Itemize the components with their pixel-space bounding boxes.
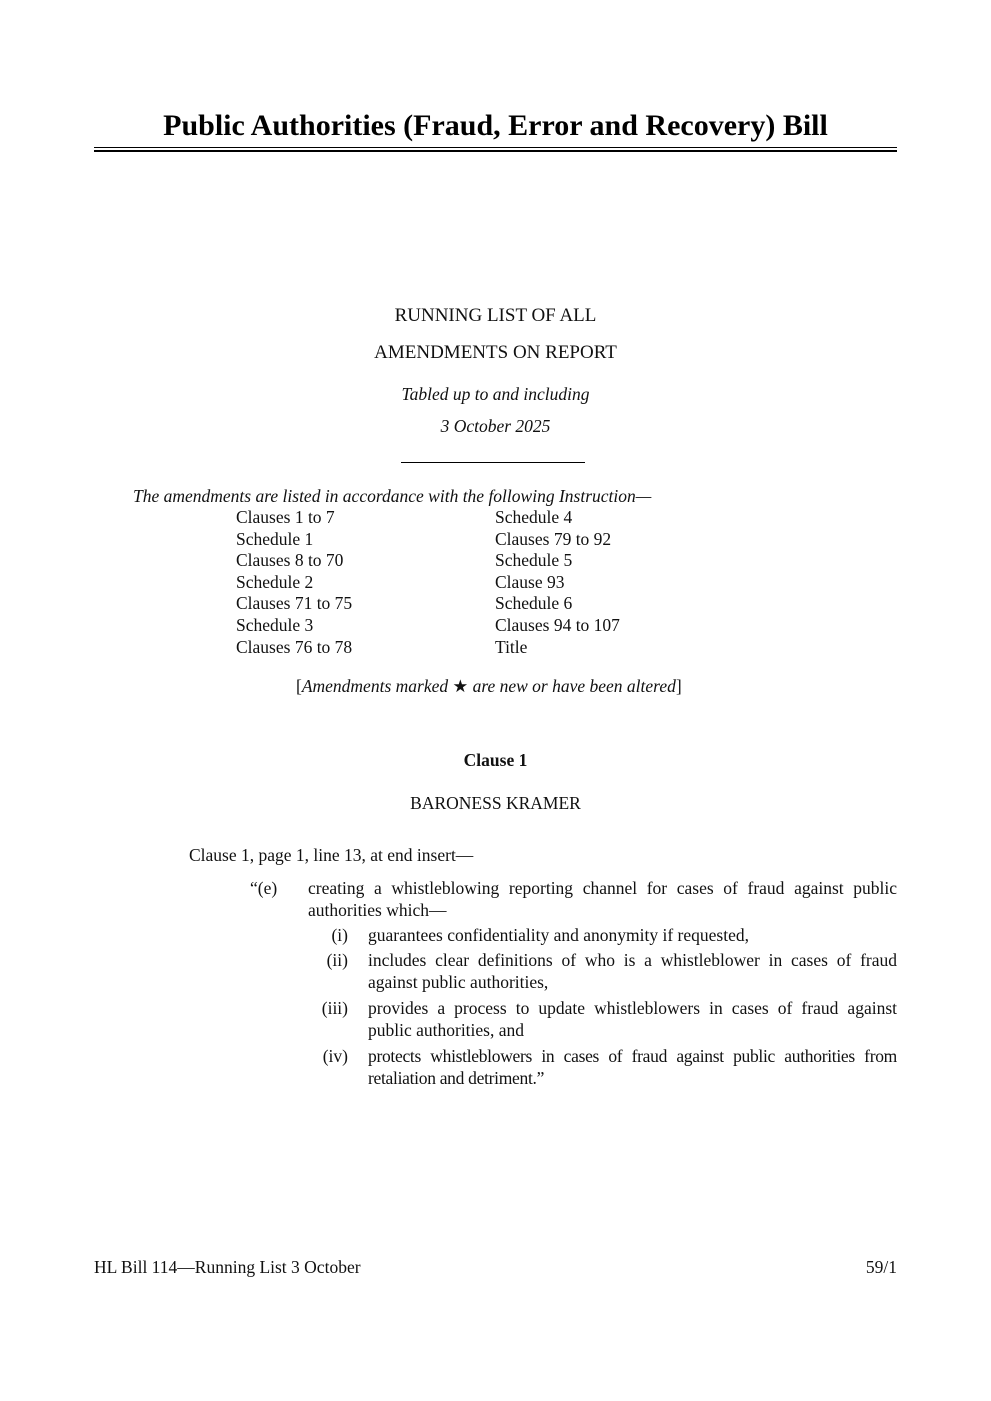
order-item: Clauses 79 to 92 [495,528,612,549]
order-item: Schedule 2 [236,571,314,592]
order-list-right [495,507,620,658]
title-rule-thin [94,147,897,148]
subpara-label: (i) [331,925,348,945]
order-item: Schedule 4 [495,507,573,527]
member-name: BARONESS KRAMER [410,793,581,813]
order-item: Clauses 1 to 7 [236,507,335,527]
subpara-text: protects whistleblowers in cases of fraud against public authorities from retaliation and detriment.” [368,1046,897,1088]
order-item: Clauses 71 to 75 [236,593,353,614]
amendment-instruction: Clause 1, page 1, line 13, at end insert— [189,845,474,865]
subpara-label: (iii) [321,998,348,1018]
footer-bill-reference: HL Bill 114—Running List 3 October [94,1257,361,1277]
order-item: Clauses 8 to 70 [236,550,344,571]
title-rule-thick [94,150,897,152]
clause-heading: Clause 1 [463,750,528,770]
order-item: Clauses 94 to 107 [495,614,620,635]
order-item: Clause 93 [495,571,565,592]
star-note: [Amendments marked ★ are new or have been altered] [296,676,682,696]
subpara-text: provides a process to update whistleblowers in cases of fraud against public authorities, and [368,998,897,1040]
order-item: Schedule 6 [495,593,573,614]
star-icon: ★ [452,676,469,696]
subpara-label: (iv) [322,1046,348,1066]
order-item: Schedule 5 [495,550,573,571]
order-item: Schedule 3 [236,614,314,635]
order-item: Title [495,636,528,657]
tabled-date: 3 October 2025 [440,416,551,436]
subpara-text: guarantees confidentiality and anonymity if requested, [368,925,749,945]
subpara-label: (ii) [326,950,348,970]
heading-line-2: AMENDMENTS ON REPORT [374,342,617,363]
para-e-text: creating a whistleblowing reporting channel for cases of fraud against public authorities which— [308,878,897,920]
tabled-line-1: Tabled up to and including [401,384,590,404]
subpara-text: includes clear definitions of who is a whistleblower in cases of fraud against public authorities, [368,950,897,992]
heading-line-1: RUNNING LIST OF ALL [394,305,597,326]
order-item: Schedule 1 [236,528,314,549]
section-divider [401,462,585,463]
bill-title: Public Authorities (Fraud, Error and Recovery) Bill [163,109,828,142]
order-item: Clauses 76 to 78 [236,636,353,657]
order-list-left [236,507,352,658]
footer-page-number: 59/1 [865,1257,897,1277]
para-e-label: “(e) [250,878,278,898]
instruction-text: The amendments are listed in accordance with the following Instruction— [133,486,652,506]
